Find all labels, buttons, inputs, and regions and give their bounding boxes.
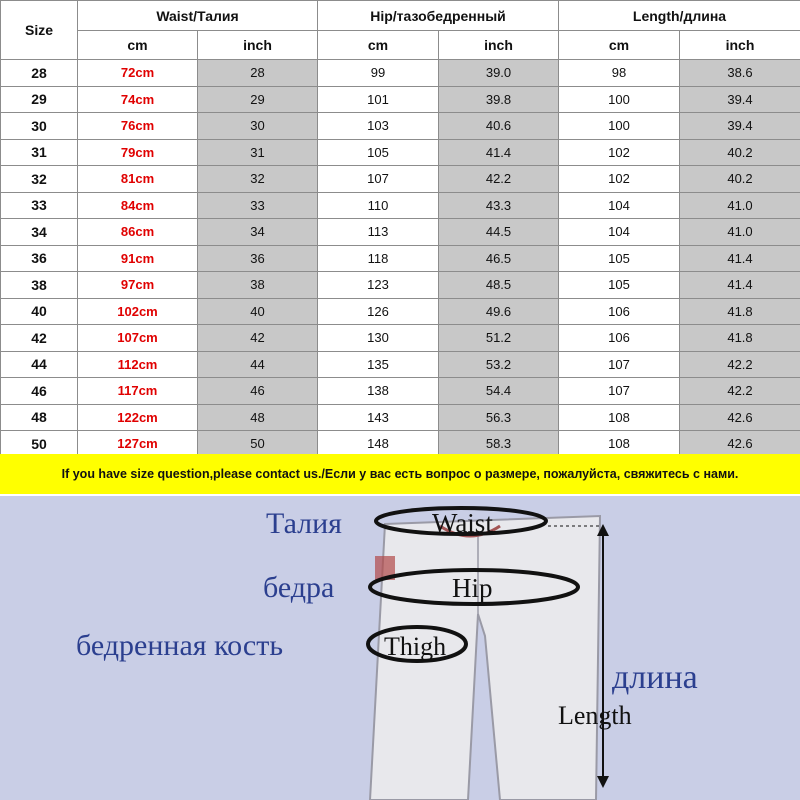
length-inch-cell: 41.4 [680,272,800,299]
size-cell: 29 [1,86,78,113]
waist-cm-cell: 127cm [78,431,198,458]
length-inch-cell: 40.2 [680,166,800,193]
hip-cm-cell: 110 [318,192,439,219]
size-cell: 33 [1,192,78,219]
table-row [1,298,800,325]
hip-cm-cell: 123 [318,272,439,299]
waist-cm-cell: 91cm [78,245,198,272]
waist-cm-cell: 76cm [78,113,198,140]
hip-cm-cell: 126 [318,298,439,325]
waist-cm-cell: 112cm [78,351,198,378]
length-cm-cell: 108 [559,431,680,458]
table-row [1,404,800,431]
table-row [1,219,800,246]
length-inch-cell: 41.8 [680,325,800,352]
hip-cm-cell: 138 [318,378,439,405]
waist-inch-cell: 42 [198,325,318,352]
length-cm-cell: 102 [559,139,680,166]
length-header: Length/длина [559,1,800,31]
length-cm-cell: 100 [559,86,680,113]
waist-cm-cell: 74cm [78,86,198,113]
hip-inch-cell: 39.0 [439,60,559,87]
length-inch-cell: 39.4 [680,86,800,113]
length-inch-cell: 42.6 [680,404,800,431]
size-cell: 32 [1,166,78,193]
waist-cm-cell: 97cm [78,272,198,299]
length-cm-cell: 104 [559,219,680,246]
thigh-en-label: Thigh [384,632,447,661]
hip-cm-cell: 107 [318,166,439,193]
table-row [1,86,800,113]
hip-inch-header: inch [439,31,559,60]
size-question-notice: If you have size question,please contact us./Если у вас есть вопрос о размере, пожалуйста, свяжитесь с нами. [0,454,800,494]
thigh-ru-label: бедренная кость [76,629,283,662]
waist-cm-cell: 107cm [78,325,198,352]
hip-inch-cell: 39.8 [439,86,559,113]
size-cell: 28 [1,60,78,87]
hip-cm-cell: 113 [318,219,439,246]
size-cell: 38 [1,272,78,299]
length-en-label: Length [558,701,632,730]
size-cell: 42 [1,325,78,352]
length-cm-cell: 106 [559,325,680,352]
waist-header: Waist/Талия [78,1,318,31]
hip-ru-label: бедра [263,571,335,604]
table-row [1,245,800,272]
hip-cm-cell: 135 [318,351,439,378]
length-cm-cell: 100 [559,113,680,140]
waist-cm-header: cm [78,31,198,60]
length-cm-cell: 105 [559,245,680,272]
waist-inch-cell: 32 [198,166,318,193]
length-inch-cell: 42.2 [680,378,800,405]
waist-inch-header: inch [198,31,318,60]
hip-inch-cell: 41.4 [439,139,559,166]
waist-inch-cell: 30 [198,113,318,140]
waist-cm-cell: 117cm [78,378,198,405]
waist-inch-cell: 50 [198,431,318,458]
waist-inch-cell: 34 [198,219,318,246]
table-row [1,378,800,405]
hip-header: Hip/тазобедренный [318,1,559,31]
waist-inch-cell: 31 [198,139,318,166]
length-cm-cell: 102 [559,166,680,193]
size-header: Size [1,1,78,60]
waist-en-label: Waist [432,508,493,538]
hip-en-label: Hip [452,573,493,603]
waist-cm-cell: 81cm [78,166,198,193]
table-row [1,139,800,166]
length-inch-cell: 39.4 [680,113,800,140]
pants-diagram [0,496,800,800]
hip-inch-cell: 46.5 [439,245,559,272]
length-inch-cell: 42.2 [680,351,800,378]
table-row [1,272,800,299]
waist-inch-cell: 38 [198,272,318,299]
length-ru-label: длина [612,659,698,696]
waist-cm-cell: 122cm [78,404,198,431]
hip-cm-cell: 99 [318,60,439,87]
size-cell: 46 [1,378,78,405]
hip-cm-cell: 101 [318,86,439,113]
waist-inch-cell: 46 [198,378,318,405]
length-inch-cell: 41.0 [680,219,800,246]
hip-cm-header: cm [318,31,439,60]
table-row [1,351,800,378]
waist-cm-cell: 72cm [78,60,198,87]
waist-cm-cell: 86cm [78,219,198,246]
length-cm-cell: 105 [559,272,680,299]
length-inch-header: inch [680,31,800,60]
hip-cm-cell: 105 [318,139,439,166]
waist-inch-cell: 28 [198,60,318,87]
hip-cm-cell: 148 [318,431,439,458]
waist-ru-label: Талия [266,507,342,540]
table-row [1,113,800,140]
length-cm-header: cm [559,31,680,60]
hip-cm-cell: 143 [318,404,439,431]
waist-inch-cell: 29 [198,86,318,113]
size-cell: 40 [1,298,78,325]
size-cell: 36 [1,245,78,272]
unit-header-row [1,31,800,60]
waist-inch-cell: 48 [198,404,318,431]
length-inch-cell: 38.6 [680,60,800,87]
table-row [1,325,800,352]
length-cm-cell: 98 [559,60,680,87]
size-cell: 30 [1,113,78,140]
table-row [1,192,800,219]
waist-inch-cell: 44 [198,351,318,378]
length-inch-cell: 41.0 [680,192,800,219]
length-inch-cell: 41.8 [680,298,800,325]
waist-cm-cell: 84cm [78,192,198,219]
hip-inch-cell: 40.6 [439,113,559,140]
waist-cm-cell: 102cm [78,298,198,325]
length-inch-cell: 42.6 [680,431,800,458]
hip-inch-cell: 53.2 [439,351,559,378]
hip-cm-cell: 118 [318,245,439,272]
hip-inch-cell: 42.2 [439,166,559,193]
hip-inch-cell: 54.4 [439,378,559,405]
length-inch-cell: 41.4 [680,245,800,272]
hip-inch-cell: 48.5 [439,272,559,299]
hip-inch-cell: 44.5 [439,219,559,246]
hip-inch-cell: 56.3 [439,404,559,431]
hip-inch-cell: 49.6 [439,298,559,325]
hip-inch-cell: 58.3 [439,431,559,458]
hip-inch-cell: 43.3 [439,192,559,219]
hip-cm-cell: 103 [318,113,439,140]
length-cm-cell: 106 [559,298,680,325]
size-cell: 34 [1,219,78,246]
waist-inch-cell: 40 [198,298,318,325]
size-cell: 44 [1,351,78,378]
length-cm-cell: 108 [559,404,680,431]
size-cell: 31 [1,139,78,166]
waist-inch-cell: 36 [198,245,318,272]
length-cm-cell: 104 [559,192,680,219]
table-row [1,60,800,87]
table-row [1,166,800,193]
measurement-illustration [0,496,800,800]
length-cm-cell: 107 [559,378,680,405]
size-cell: 50 [1,431,78,458]
size-cell: 48 [1,404,78,431]
waist-cm-cell: 79cm [78,139,198,166]
hip-cm-cell: 130 [318,325,439,352]
length-inch-cell: 40.2 [680,139,800,166]
length-cm-cell: 107 [559,351,680,378]
header-row [1,1,800,31]
arrow-down-icon [597,776,609,788]
waist-inch-cell: 33 [198,192,318,219]
hip-inch-cell: 51.2 [439,325,559,352]
